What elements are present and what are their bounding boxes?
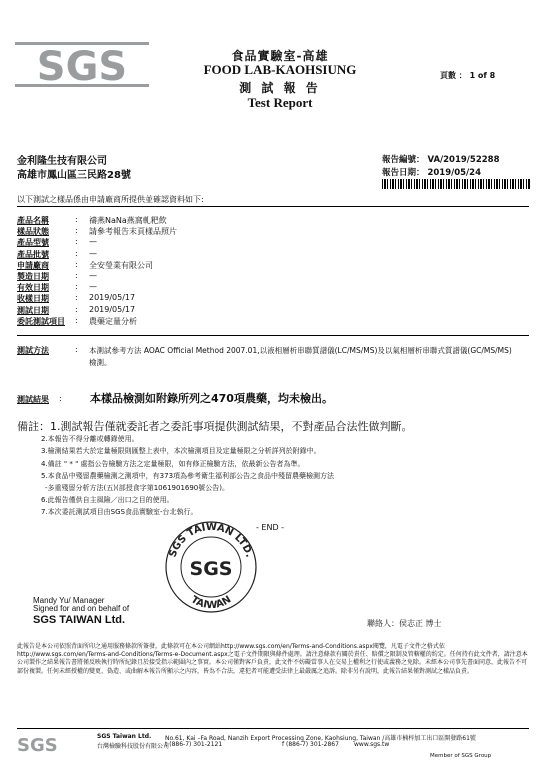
colon: :	[75, 304, 78, 314]
intro-text: 以下測試之樣品係由申請廠商所提供並確認資料如下:	[17, 195, 204, 204]
method-text: 本測試參考方法 AOAC Official Method 2007.01,以液相層析串聯質譜儀(LC/MS/MS)及以氣相層析串聯式質譜儀(GC/MS/MS)檢測。	[89, 346, 512, 367]
notes	[17, 421, 527, 519]
seal-bottom-text: TAIWAN	[188, 594, 234, 612]
field-row	[17, 226, 529, 237]
sgs-logo	[13, 40, 151, 89]
field-row	[17, 316, 529, 327]
result-label: 測試結果	[17, 395, 49, 404]
logo-text: SGS	[36, 44, 128, 89]
lab-title-cn: 食品實驗室-高雄	[231, 49, 329, 63]
colon: :	[75, 282, 78, 292]
colon: :	[75, 293, 78, 303]
svg-text:SGS TAIWAN LTD.	[167, 522, 254, 559]
field-value: —	[89, 237, 97, 247]
company-address: No.61, Kai –Fa Road, Nanzih Export Processing Zone, Kaohsiung, Taiwan /高雄市楠梓加工出口區開發路61號	[165, 735, 476, 742]
end-mark: - END -	[256, 523, 285, 532]
field-value: 請參考報告末頁樣品照片	[89, 227, 177, 237]
colon: :	[75, 315, 78, 325]
field-value: 全安瑩業有限公司	[89, 260, 153, 270]
signer-company: SGS TAIWAN Ltd.	[33, 614, 126, 626]
colon: :	[75, 248, 78, 258]
field-row	[17, 237, 529, 248]
report-date: 報告日期： 2019/05/24	[382, 168, 481, 178]
field-value: —	[89, 282, 97, 292]
contact-person: 聯絡人：侯志正 博士	[367, 619, 442, 628]
field-label: 有效日期	[17, 283, 49, 293]
report-title-en: Test Report	[247, 95, 313, 110]
field-value: —	[89, 248, 97, 258]
company-fax: f (886-7) 301-2867	[282, 741, 339, 748]
field-row	[17, 215, 529, 226]
field-row	[17, 249, 529, 260]
colon: :	[75, 271, 78, 280]
colon: :	[75, 259, 78, 269]
field-label: 產品名稱	[17, 216, 49, 225]
company-seal-icon	[164, 515, 258, 620]
field-label: 申請廠商	[17, 260, 49, 270]
company-website[interactable]: www.sgs.tw	[354, 741, 390, 748]
field-row	[17, 293, 529, 304]
field-label: 測試日期	[17, 305, 49, 315]
colon: :	[59, 394, 62, 403]
barcode	[382, 179, 530, 189]
note-2: 2.本報告不得分離或轉錄使用。	[41, 435, 139, 444]
note-7: 7.本次委託測試項目由SGS食品實驗室-台北執行。	[41, 508, 198, 517]
footer-logo-icon	[17, 733, 87, 757]
field-label: 產品型號	[17, 238, 49, 248]
field-value: 2019/05/17	[89, 304, 136, 314]
divider	[17, 728, 529, 729]
field-label: 委託測試項目	[17, 316, 65, 326]
member-note: Member of SGS Group	[430, 753, 492, 759]
report-title-cn: 測 試 報 告	[239, 81, 321, 95]
colon: :	[75, 237, 78, 247]
field-value: —	[89, 271, 97, 280]
colon: :	[75, 345, 78, 354]
sgs-logo-icon	[13, 40, 151, 89]
page-number: 頁數 ： 1 of 8	[440, 71, 496, 80]
divider	[17, 335, 529, 336]
report-number: 報告編號： VA/2019/52288	[382, 155, 500, 165]
field-row	[17, 271, 529, 282]
result-text: 本樣品檢測如附錄所列之470項農藥，均未檢出。	[90, 392, 333, 405]
field-value: 2019/05/17	[89, 293, 136, 303]
signer-behalf: Signed for and on behalf of	[33, 604, 130, 613]
terms-text: 此報告是本公司依照背面所印之通用服務條款所簽發，此條款可在本公司網站http://www.sgs.com/en/Terms-and-Conditions.aspx閱覽，凡電子文件之格式依http://www.sgs.com/en/Terms-and-Conditions/Terms-e-Document.aspx之電子文件期限與條件處理。請注意條款有關於責任、賠償之限制及管轄權的約定。任何持有此文件者，請注意本公司製作之結果報告書將僅反映執行時所紀錄且於接受指示範圍內之事實。本公司僅對客戶負責，此文件不妨礙當事人在交易上權利之行使或義務之免除。未經本公司事先書面同意，此報告不可部份複製。任何未經授權的變更、偽造、或曲解本報告所顯示之內容，皆為不合法，違犯者可能遭受法律上最嚴厲之追訴。除非另有說明，此報告結果僅對測試之樣品負責。	[17, 643, 528, 675]
client-name: 金利隆生技有限公司	[17, 156, 107, 167]
field-value: 農藥定量分析	[89, 316, 137, 326]
seal-center-text: SGS	[189, 558, 233, 580]
divider	[17, 206, 529, 207]
note-5: 5.本食品中殘留農藥檢測之測項中，有373項為參考衛生福利部公告之食品中殘留農藥檢測方法	[41, 471, 335, 480]
field-label: 產品批號	[17, 249, 49, 259]
lab-title-en: FOOD LAB-KAOHSIUNG	[203, 62, 357, 77]
field-value: 禱燕NaNa燕窩軋粑飲	[89, 216, 167, 225]
method-label: 測試方法	[17, 346, 49, 355]
company-name-en: SGS Taiwan Ltd.	[97, 733, 152, 740]
field-label: 收樣日期	[17, 294, 49, 304]
note-1: 備註：1.測試報告僅就委託者之委託事項提供測試結果，不對產品合法性做判斷。	[17, 420, 413, 433]
signer-name: Mandy Yu/ Manager	[33, 596, 105, 605]
client-address: 高雄市鳳山區三民路28號	[17, 170, 131, 181]
note-5-cont: -多重殘留分析方法(五)(部授食字第1061901690號公告)。	[45, 484, 229, 493]
company-phone: t (886-7) 301-2121	[165, 741, 223, 748]
note-6: 6.此報告僅供自主風險／出口之目的使用。	[41, 496, 174, 505]
note-3: 3.檢測結果若大於定量極限則匯整上表中，本次檢測項目及定量極限之分析詳列於附錄中。	[41, 447, 321, 456]
company-name-cn: 台灣檢驗科技股份有限公司	[97, 743, 170, 750]
colon: :	[75, 215, 78, 224]
field-row	[17, 260, 529, 271]
note-4: 4.備註 " * " 處指公告檢驗方法之定量極限，如有修正檢驗方法，依最新公告者為準。	[41, 459, 305, 468]
field-label: 樣品狀態	[17, 227, 49, 237]
seal-top-text: SGS TAIWAN LTD.	[167, 521, 255, 559]
field-row	[17, 282, 529, 293]
colon: :	[75, 226, 78, 236]
field-row	[17, 305, 529, 316]
footer-logo-text: SGS	[17, 735, 58, 756]
field-label: 製造日期	[17, 272, 49, 281]
